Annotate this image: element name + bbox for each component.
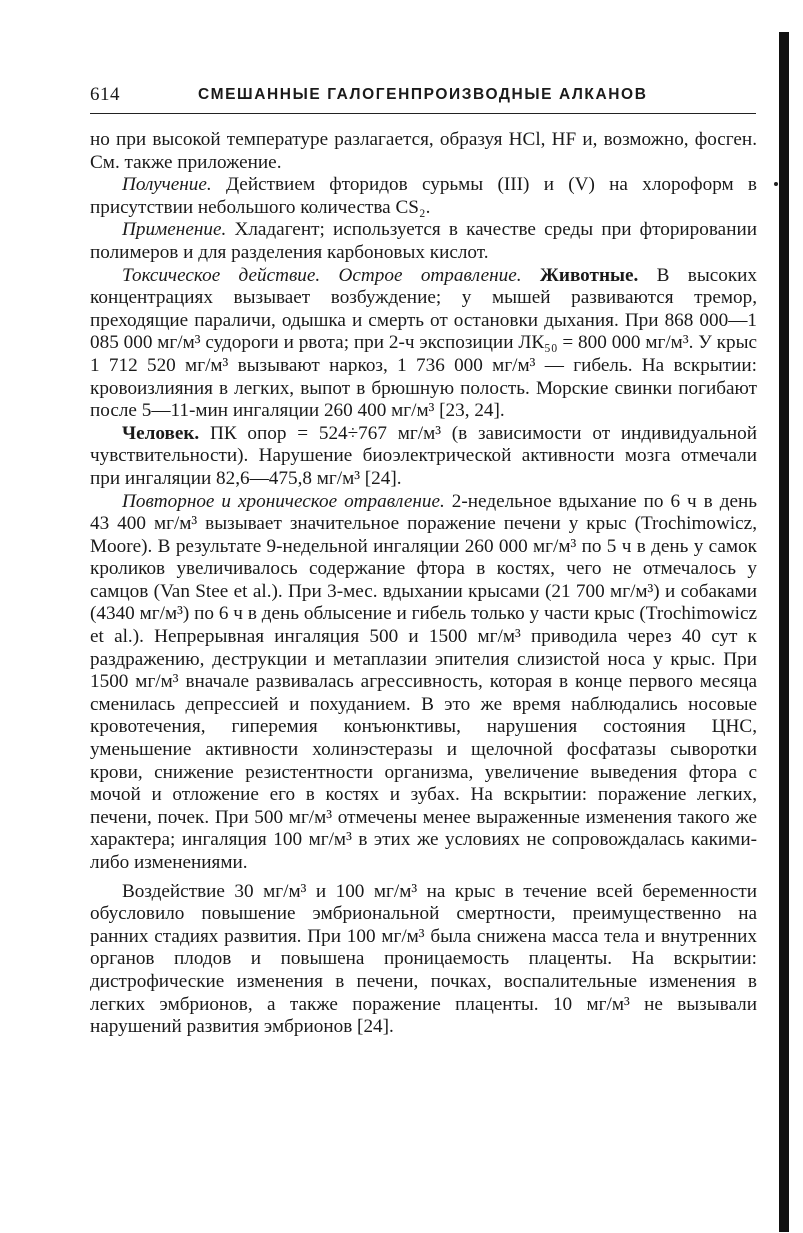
running-head: СМЕШАННЫЕ ГАЛОГЕНПРОИЗВОДНЫЕ АЛКАНОВ xyxy=(198,86,648,103)
paragraph-lead: Токсическое действие. Острое отравление. xyxy=(122,264,522,286)
paragraph-acute-toxicity xyxy=(90,265,757,423)
body-text xyxy=(90,129,757,1039)
margin-dot xyxy=(774,182,778,186)
paragraph-text: В высоких концентрациях вызывает возбуждение; у мышей развиваются тремор, преходящие параличи, одышка и смерть от остановки дыхания. При 868 000—1 085 000 мг/м³ судороги и рвота; при 2-ч экспозиции ЛК₅₀ = 800 000 мг/м³. У крыс 1 712 520 мг/м³ вызывают наркоз, 1 736 000 мг/м³ — гибель. На вскрытии: кровоизлияния в легких, выпот в брюшную полость. Морские свинки погибают после 5—11-мин ингаляции 260 400 мг/м³ [23, 24]. xyxy=(90,264,758,422)
paragraph-lead: Получение. xyxy=(122,174,212,196)
paragraph-application xyxy=(90,219,757,264)
paragraph-lead: Применение. xyxy=(122,219,227,241)
page-number: 614 xyxy=(90,84,120,105)
paragraph-text: Хладагент; используется в качестве среды при фторировании полимеров и для разделения карбоновых кислот. xyxy=(90,219,757,263)
paragraph-lead: Повторное и хроническое отравление. xyxy=(122,490,445,512)
paragraph-text: 2-недельное вдыхание по 6 ч в день 43 400 мг/м³ вызывает значительное поражение печени у крыс (Trochimowicz, Moore). В результате 9-недельной ингаляции 260 000 мг/м³ по 5 ч в день у самок кроликов увеличивалось содержание фтора в костях, чего не отмечалось у самцов (Van Stee et al.). При 3-мес. вдыхании крысами (21 700 мг/м³) и собаками (4340 мг/м³) по 6 ч в день облысение и гибель только у части крыс (Trochimowicz et al.). Непрерывная ингаляция 500 и 1500 мг/м³ приводила через 40 сут к раздражению, деструкции и метаплазии эпителия слизистой носа у крыс. При 1500 мг/м³ вначале развивалась агрессивность, которая в конце первого месяца сменилась депрессией и похуданием. В это же время наблюдались носовые кровотечения, гиперемия конъюнктивы, нарушения состояния ЦНС, уменьшение активности холинэстеразы и щелочной фосфатазы сыворотки крови, снижение резистентности организма, увеличение выведения фтора с мочой и отложение его в костях и зубах. На вскрытии: поражение легких, печени, почек. При 500 мг/м³ отмечены менее выраженные изменения такого же характера; ингаляция 100 мг/м³ в этих же условиях не сопровождалась какими-либо изменениями. xyxy=(90,490,757,873)
paragraph-text: но при высокой температуре разлагается, образуя HCl, HF и, возможно, фосген. См. также приложение. xyxy=(90,129,757,173)
paragraph-text: Действием фторидов сурьмы (III) и (V) на хлороформ в присутствии небольшого количества CS₂. xyxy=(90,174,757,218)
page-edge-shadow xyxy=(779,32,789,1232)
paragraph-lead-bold: Животные. xyxy=(521,264,639,286)
paragraph-text: ПК опор = 524÷767 мг/м³ (в зависимости от индивидуальной чувствительности). Нарушение биоэлектрической активности мозга отмечали при ингаляции 82,6—475,8 мг/м³ [24]. xyxy=(90,422,757,489)
header-rule xyxy=(90,113,756,114)
paragraph-lead-bold: Человек. xyxy=(122,422,200,444)
paragraph-human xyxy=(90,423,757,491)
paragraph-continuation xyxy=(90,129,757,174)
page-header xyxy=(90,84,756,114)
paragraph-text: Воздействие 30 мг/м³ и 100 мг/м³ на крыс в течение всей беременности обусловило повышение эмбриональной смертности, преимущественно на ранних стадиях развития. При 100 мг/м³ была снижена масса тела и внутренних органов плодов и повышена проницаемость плаценты. На вскрытии: дистрофические изменения в печени, почках, воспалительные изменения в легких эмбрионов, а также поражение плаценты. 10 мг/м³ не вызывали нарушений развития эмбрионов [24]. xyxy=(90,880,757,1038)
paragraph-chronic-toxicity xyxy=(90,491,757,875)
paragraph-preparation xyxy=(90,174,757,219)
paragraph-pregnancy xyxy=(90,881,757,1039)
